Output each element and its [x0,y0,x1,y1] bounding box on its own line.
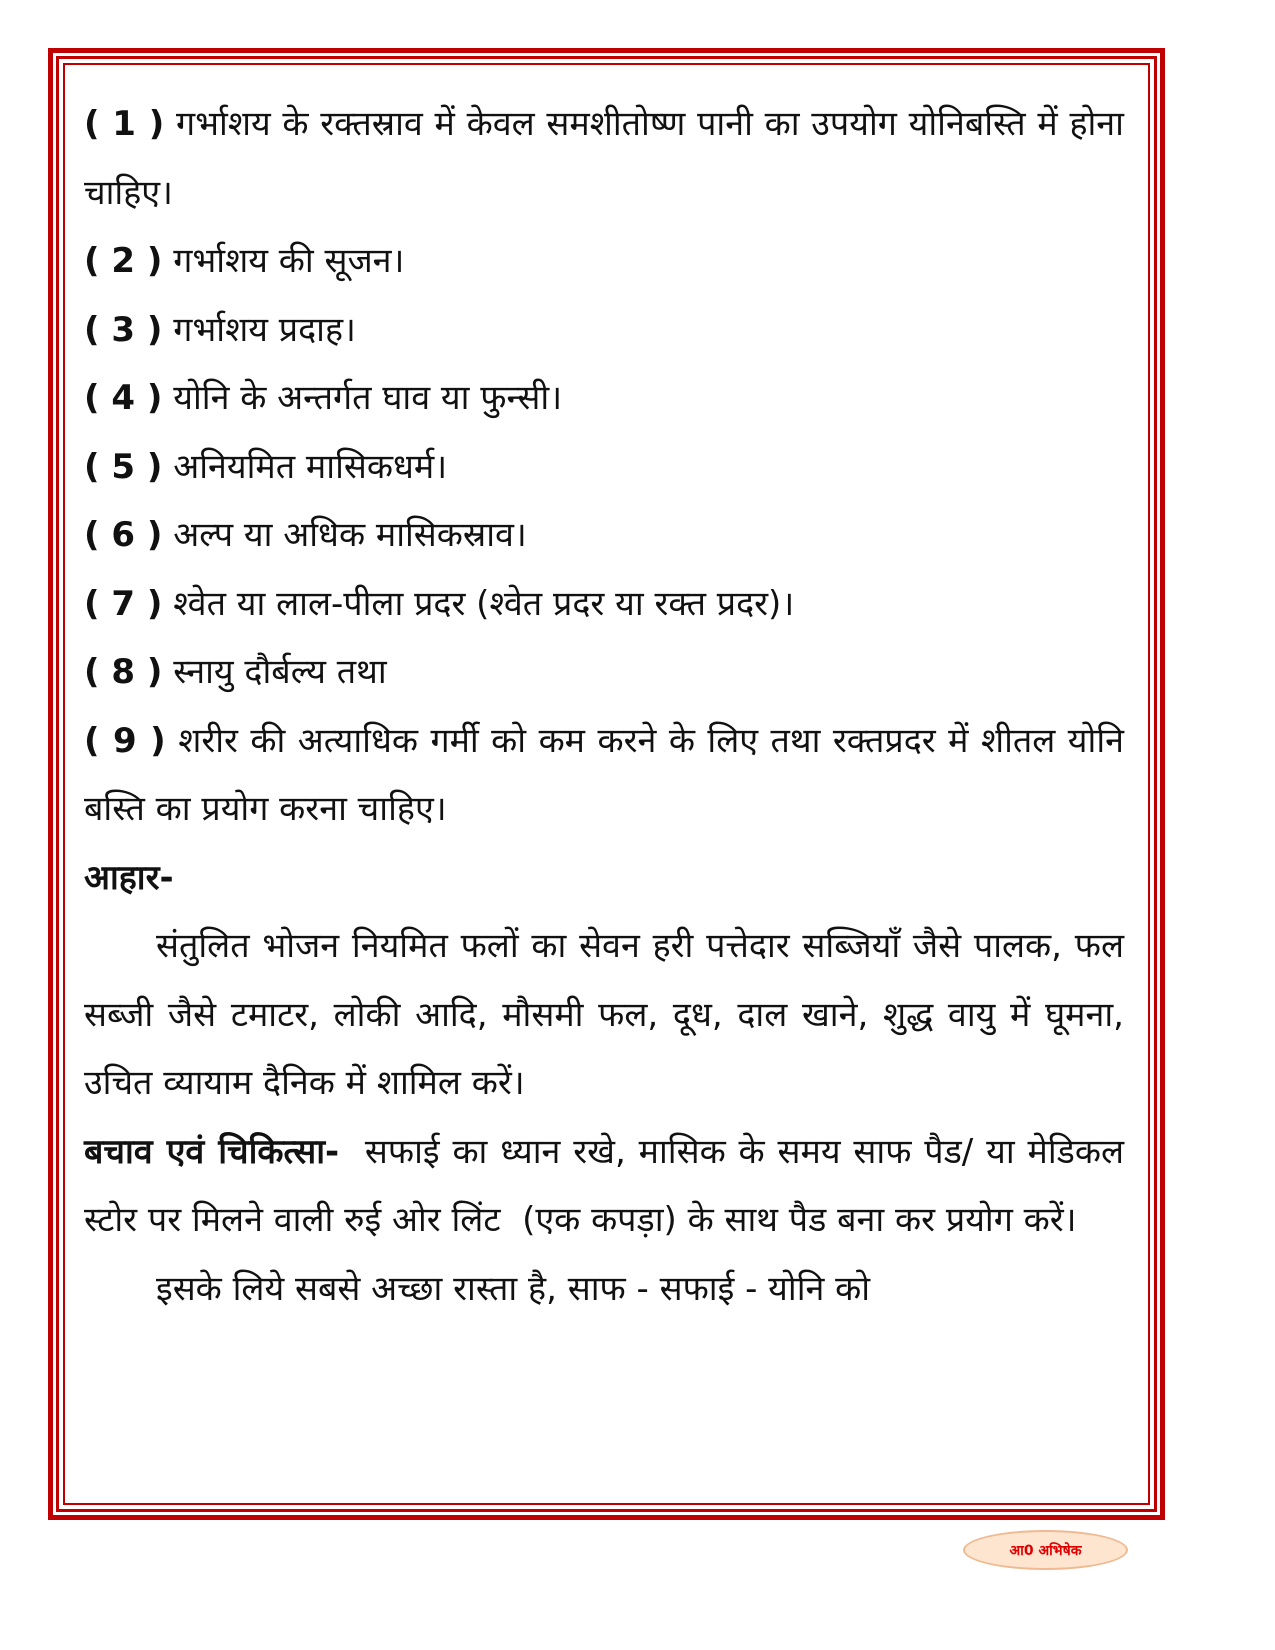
item-text: गर्भाशय प्रदाह। [173,309,356,350]
list-item [84,501,1124,570]
item-text: योनि के अन्तर्गत घाव या फुन्सी। [173,378,563,418]
list-item [84,707,1124,844]
item-number: ( 1 ) [84,104,165,144]
item-text: श्वेत या लाल-पीला प्रदर (श्वेत प्रदर या रक्त प्रदर)। [173,583,795,624]
list-item [84,570,1124,639]
prevention-heading: बचाव एवं चिकित्सा- [84,1131,340,1172]
item-text: गर्भाशय के रक्तस्राव में केवल समशीतोष्ण पानी का उपयोग योनिबस्ति में होना चाहिए। [84,104,1124,213]
list-item [84,638,1124,707]
list-item [84,433,1124,502]
item-number: ( 2 ) [84,241,163,281]
item-number: ( 7 ) [84,583,163,624]
document-body [84,90,1135,1323]
item-text: स्नायु दौर्बल्य तथा [173,652,387,692]
item-text: अनियमित मासिकधर्म। [173,446,448,487]
item-number: ( 8 ) [84,652,163,692]
item-text: अल्प या अधिक मासिकस्राव। [173,515,527,555]
diet-heading [84,844,1124,913]
item-number: ( 3 ) [84,309,163,350]
diet-heading-text: आहार- [84,857,174,898]
item-number: ( 5 ) [84,446,163,487]
item-number: ( 9 ) [84,720,166,761]
list-item [84,90,1124,227]
prevention-text: सफाई का ध्यान रखे, मासिक के समय साफ पैड/ या मेडिकल स्टोर पर मिलने वाली रुई ओर लिंट (एक कपड़ा) के साथ पैड बना कर प्रयोग करें। [84,1131,1135,1240]
diet-paragraph: संतुलित भोजन नियमित फलों का सेवन हरी पत्तेदार सब्जियाँ जैसे पालक, फल सब्जी जैसे टमाटर, लोकी आदि, मौसमी फल, दूध, दाल खाने, शुद्ध वायु में घूमना, उचित व्यायाम दैनिक में शामिल करें। [84,926,1124,1103]
closing-paragraph: इसके लिये सबसे अच्छा रास्ता है, साफ - सफाई - योनि को [156,1268,871,1309]
item-text: शरीर की अत्याधिक गर्मी को कम करने के लिए तथा रक्तप्रदर में शीतल योनि बस्ति का प्रयोग करना चाहिए। [84,720,1124,829]
prevention-paragraph [84,1118,1135,1255]
item-number: ( 4 ) [84,378,163,418]
item-number: ( 6 ) [84,515,163,555]
item-text: गर्भाशय की सूजन। [173,241,405,281]
list-item [84,227,1124,296]
author-badge: आ0 अभिषेक [963,1530,1128,1570]
list-item [84,364,1124,433]
list-item [84,296,1124,365]
